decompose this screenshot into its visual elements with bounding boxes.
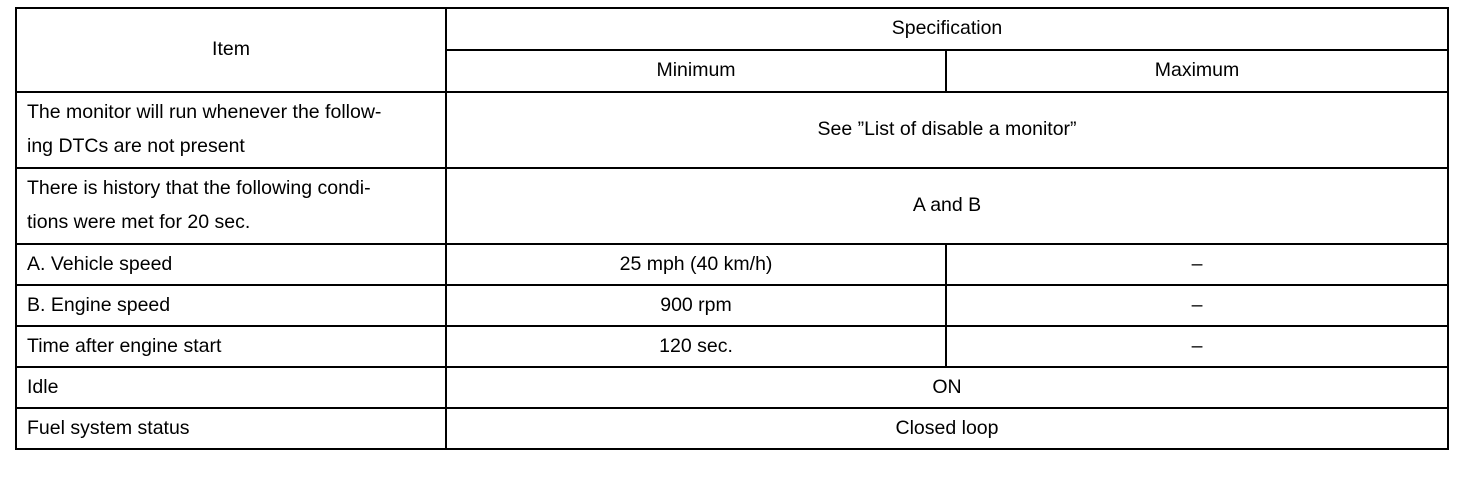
header-item: Item	[16, 8, 446, 92]
spec-cell: See ”List of disable a monitor”	[446, 92, 1448, 168]
maximum-cell: –	[946, 244, 1448, 285]
table-row	[16, 408, 1448, 449]
header-maximum: Maximum	[946, 50, 1448, 92]
header-specification: Specification	[446, 8, 1448, 50]
header-minimum: Minimum	[446, 50, 946, 92]
minimum-cell: 900 rpm	[446, 285, 946, 326]
table-row	[16, 92, 1448, 168]
header-row	[16, 8, 1448, 50]
spec-cell: A and B	[446, 168, 1448, 244]
maximum-cell: –	[946, 326, 1448, 367]
item-cell: Idle	[16, 367, 446, 408]
spec-cell: Closed loop	[446, 408, 1448, 449]
table-row	[16, 326, 1448, 367]
table-row	[16, 244, 1448, 285]
table-row	[16, 168, 1448, 244]
specification-table	[15, 7, 1449, 450]
item-cell: Time after engine start	[16, 326, 446, 367]
table-row	[16, 285, 1448, 326]
item-cell: Fuel system status	[16, 408, 446, 449]
item-text-line: There is history that the following condi-	[27, 177, 371, 200]
item-text-line: ing DTCs are not present	[27, 135, 245, 157]
item-cell	[16, 168, 446, 244]
item-text-line: The monitor will run whenever the follow-	[27, 101, 382, 124]
table-row	[16, 367, 1448, 408]
minimum-cell: 120 sec.	[446, 326, 946, 367]
maximum-cell: –	[946, 285, 1448, 326]
item-text-line: tions were met for 20 sec.	[27, 211, 251, 233]
item-cell: A. Vehicle speed	[16, 244, 446, 285]
item-cell	[16, 92, 446, 168]
item-cell: B. Engine speed	[16, 285, 446, 326]
spec-cell: ON	[446, 367, 1448, 408]
minimum-cell: 25 mph (40 km/h)	[446, 244, 946, 285]
